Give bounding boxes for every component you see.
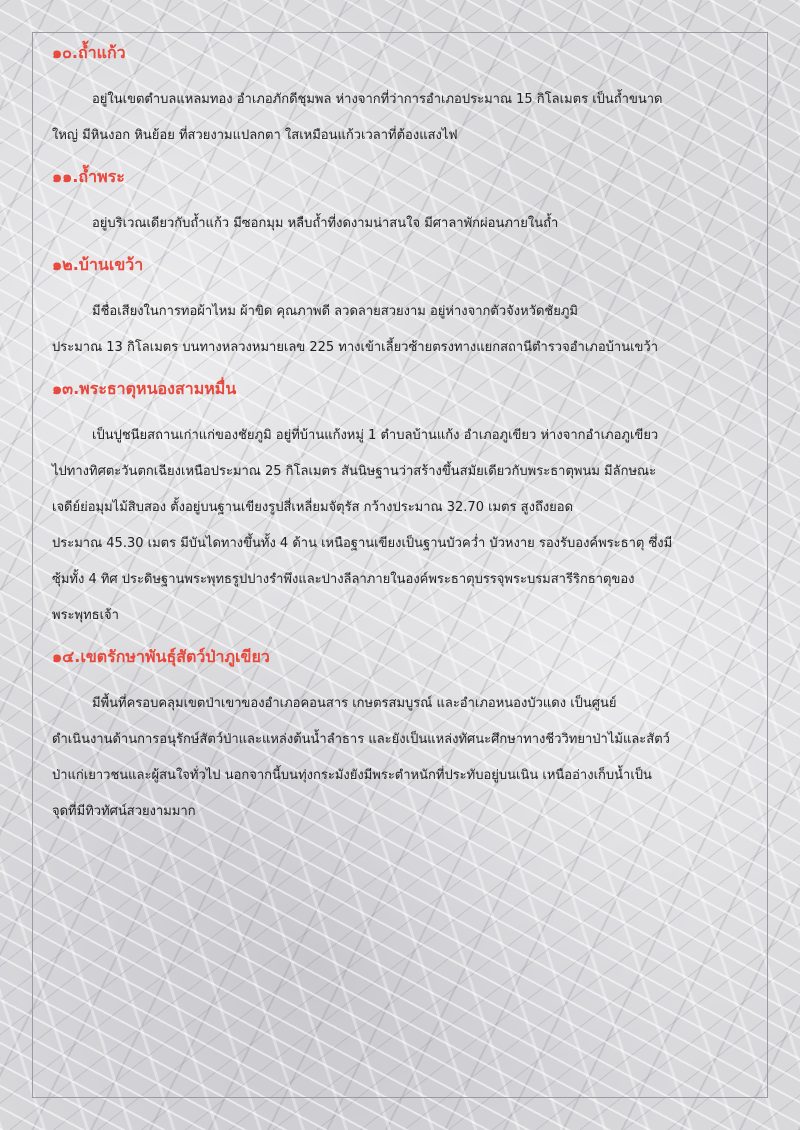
section-heading: ๑๐.ถ้ำแก้ว — [52, 43, 126, 62]
paragraph-line: ประมาณ 13 กิโลเมตร บนทางหลวงหมายเลข 225 ทางเข้าเลี้ยวซ้ายตรงทางแยกสถานีตำรวจอำเภอบ้านเขว้า — [52, 340, 659, 355]
paragraph-line: เป็นปูชนียสถานเก่าแก่ของชัยภูมิ อยู่ที่บ้านแก้งหมู่ 1 ตำบลบ้านแก้ง อำเภอภูเขียว ห่างจากอำเภอภูเขียว — [92, 428, 659, 443]
paragraph-line: ประมาณ 45.30 เมตร มีบันไดทางขึ้นทั้ง 4 ด้าน เหนือฐานเขียงเป็นฐานบัวคว่ำ บัวหงาย รองรับองค์พระธาตุ ซึ่งมี — [52, 536, 673, 551]
paragraph-line: เจดีย์ย่อมุมไม้สิบสอง ตั้งอยู่บนฐานเขียงรูปสี่เหลี่ยมจัตุรัส กว้างประมาณ 32.70 เมตร สูงถึงยอด — [52, 500, 574, 515]
paragraph-line: พระพุทธเจ้า — [52, 608, 119, 623]
document-body — [52, 38, 766, 830]
section-paragraph — [52, 206, 766, 242]
section-paragraph — [52, 686, 766, 830]
paragraph-line: จุดที่มีทิวทัศน์สวยงามมาก — [52, 804, 196, 819]
section-ban-khwao — [52, 250, 766, 374]
paragraph-line: ซุ้มทั้ง 4 ทิศ ประดิษฐานพระพุทธรูปปางรำพึงและปางลีลาภายในองค์พระธาตุบรรจุพระบรมสารีริกธาตุของ — [52, 572, 635, 587]
section-heading: ๑๔.เขตรักษาพันธุ์สัตว์ป่าภูเขียว — [52, 647, 270, 666]
section-phra-that-nong-sam-muen — [52, 374, 766, 642]
section-heading: ๑๑.ถ้ำพระ — [52, 167, 125, 186]
paragraph-line: ไปทางทิศตะวันตกเฉียงเหนือประมาณ 25 กิโลเมตร สันนิษฐานว่าสร้างขึ้นสมัยเดียวกับพระธาตุพนม มีลักษณะ — [52, 464, 657, 479]
paragraph-line: ใหญ่ มีหินงอก หินย้อย ที่สวยงามแปลกตา ใสเหมือนแก้วเวลาที่ต้องแสงไฟ — [52, 128, 458, 143]
paragraph-line: อยู่บริเวณเดียวกับถ้ำแก้ว มีซอกมุม หลืบถ้ำที่งดงามน่าสนใจ มีศาลาพักผ่อนภายในถ้ำ — [92, 216, 559, 231]
paragraph-line: ดำเนินงานด้านการอนุรักษ์สัตว์ป่าและแหล่งต้นน้ำลำธาร และยังเป็นแหล่งทัศนะศึกษาทางชีววิทยาป่าไม้และสัตว์ — [52, 732, 670, 747]
paragraph-line: ป่าแก่เยาวชนและผู้สนใจทั่วไป นอกจากนี้บนทุ่งกระมังยังมีพระตำหนักที่ประทับอยู่บนเนิน เหนืออ่างเก็บน้ำเป็น — [52, 768, 652, 783]
section-paragraph — [52, 82, 766, 154]
section-phu-khiao-wildlife-sanctuary — [52, 642, 766, 830]
section-heading: ๑๓.พระธาตุหนองสามหมื่น — [52, 379, 237, 398]
section-paragraph — [52, 294, 766, 366]
section-paragraph — [52, 418, 766, 634]
paragraph-line: อยู่ในเขตตำบลแหลมทอง อำเภอภักดีชุมพล ห่างจากที่ว่าการอำเภอประมาณ 15 กิโลเมตร เป็นถ้ำขนาด — [92, 92, 663, 107]
section-tham-kaeo — [52, 38, 766, 162]
section-tham-phra — [52, 162, 766, 250]
paragraph-line: มีพื้นที่ครอบคลุมเขตป่าเขาของอำเภอคอนสาร เกษตรสมบูรณ์ และอำเภอหนองบัวแดง เป็นศูนย์ — [92, 696, 617, 711]
section-heading: ๑๒.บ้านเขว้า — [52, 255, 144, 274]
paragraph-line: มีชื่อเสียงในการทอผ้าไหม ผ้าขิด คุณภาพดี ลวดลายสวยงาม อยู่ห่างจากตัวจังหวัดชัยภูมิ — [92, 304, 579, 319]
